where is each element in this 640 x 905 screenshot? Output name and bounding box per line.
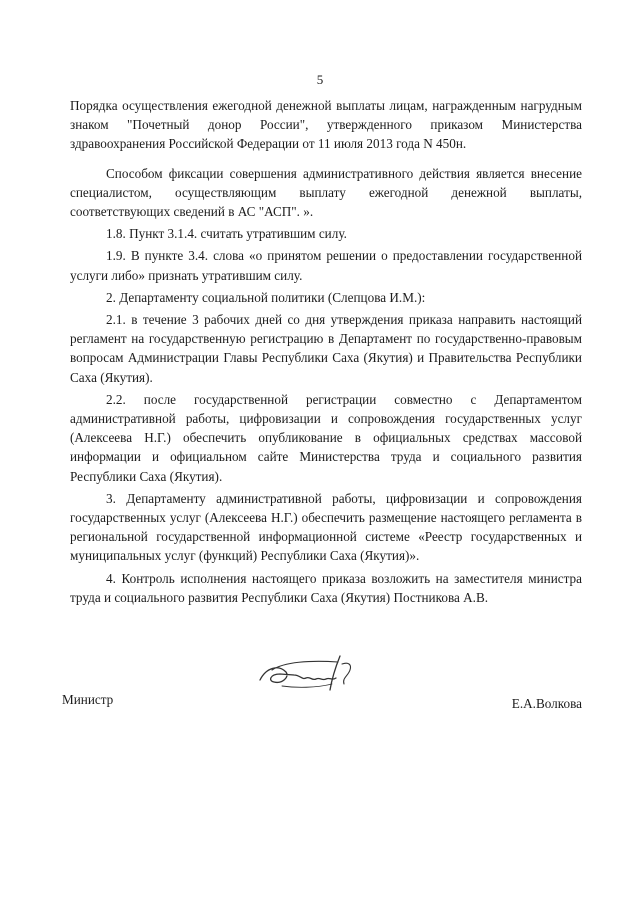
paragraph-2-1: 2.1. в течение 3 рабочих дней со дня утверждения приказа направить настоящий регламент на государственную регистрацию в Департамент по государственно-правовым вопросам Администрации Главы Республики Саха (Якутия) и Правительства Республики Саха (Якутия). bbox=[70, 312, 582, 385]
paragraph-4: 4. Контроль исполнения настоящего приказа возложить на заместителя министра труда и социального развития Республики Саха (Якутия) Постникова А.В. bbox=[70, 570, 582, 605]
paragraph-2-2: 2.2. после государственной регистрации совместно с Департаментом административной работы, цифровизации и сопровождения государственных услуг (Алексеева Н.Г.) обеспечить опубликование в официальных средствах массовой информации и официальном сайте Министерства труда и социального развития Республики Саха (Якутия). bbox=[70, 391, 582, 484]
document-body bbox=[70, 96, 582, 610]
paragraph-continuation: Порядка осуществления ежегодной денежной выплаты лицам, награжденным нагрудным знаком "Почетный донор России", утвержденного приказом Министерства здравоохранения Российской Федерации от 11 июля 2013 года N 450н. bbox=[70, 98, 582, 152]
paragraph-1-8: 1.8. Пункт 3.1.4. считать утратившим силу. bbox=[106, 226, 347, 242]
paragraph-3: 3. Департаменту административной работы, цифровизации и сопровождения государственных услуг (Алексеева Н.Г.) обеспечить размещение настоящего регламента в региональной государственной информационной системе «Реестр государственных и муниципальных услуг (функций) Республики Саха (Якутия)». bbox=[70, 490, 582, 564]
signature-block bbox=[62, 690, 582, 720]
signatory-title: Министр bbox=[62, 692, 114, 707]
paragraph-fixation-method: Способом фиксации совершения административного действия является внесение специалистом, осуществляющим выплату ежегодной денежной выплаты, соответствующих сведений в АС "АСП". ». bbox=[70, 165, 582, 220]
page-number: 5 bbox=[316, 72, 324, 87]
paragraph-1-9: 1.9. В пункте 3.4. слова «о принятом решении о предоставлении государственной услуги либо» признать утратившим силу. bbox=[70, 248, 582, 283]
paragraph-2: 2. Департаменту социальной политики (Слепцова И.М.): bbox=[106, 289, 426, 305]
signatory-name: Е.А.Волкова bbox=[511, 696, 582, 711]
